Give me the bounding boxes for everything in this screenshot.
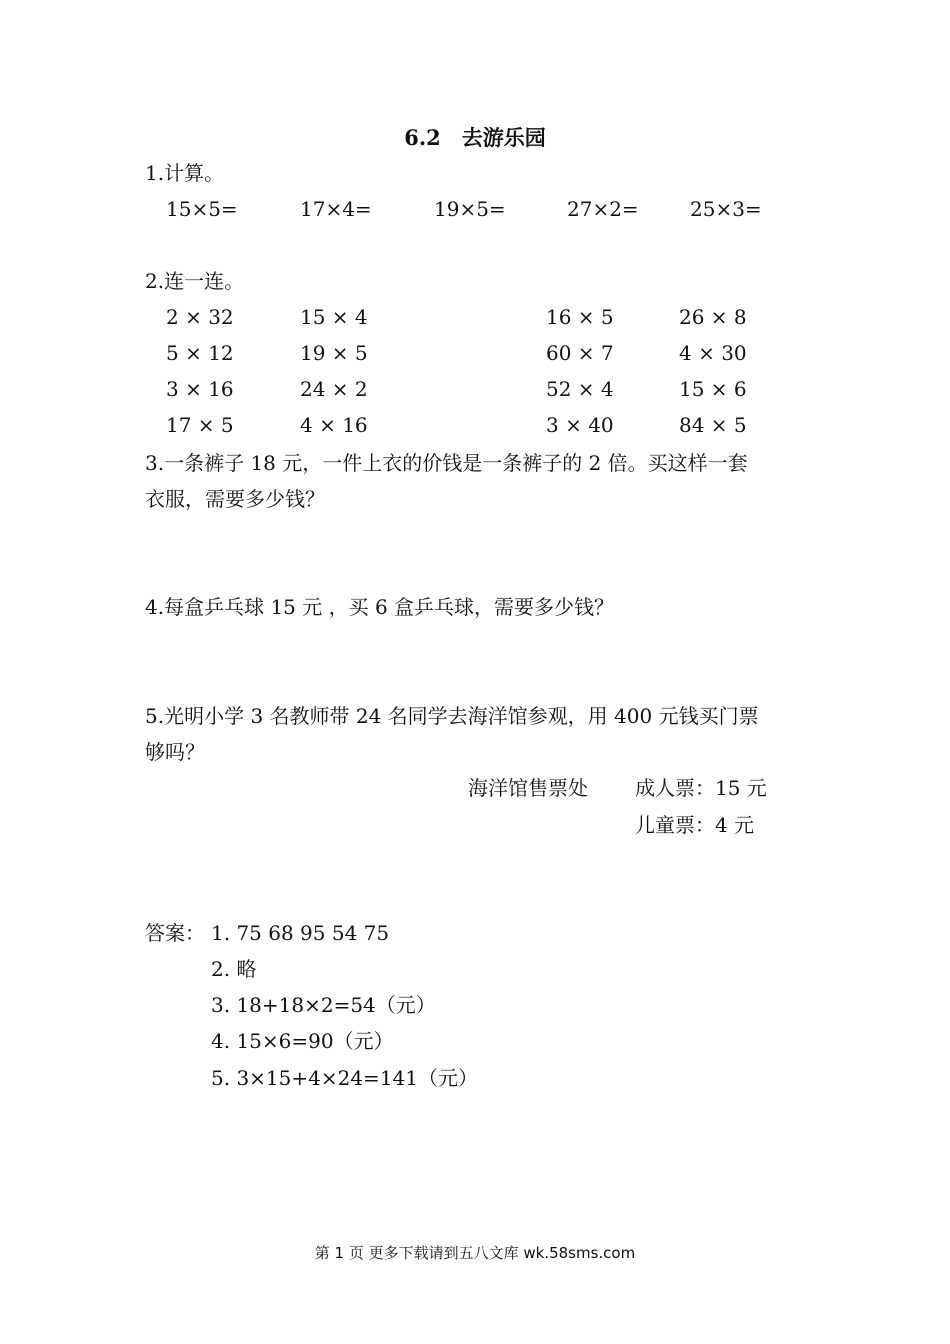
answer-3: 3. 18+18×2=54（元） xyxy=(211,993,436,1017)
q2-expression: 2 × 32 xyxy=(166,305,234,329)
q4-text: 4.每盒乒乓球 15 元 ，买 6 盒乒乓球，需要多少钱？ xyxy=(145,595,615,619)
q3-text-line2: 衣服，需要多少钱？ xyxy=(145,487,325,511)
q2-expression: 3 × 40 xyxy=(546,413,614,437)
q1-item: 15×5= xyxy=(166,197,238,221)
adult-ticket-price: 成人票：15 元 xyxy=(635,776,767,800)
q2-expression: 15 × 6 xyxy=(679,377,747,401)
answer-5: 5. 3×15+4×24=141（元） xyxy=(211,1066,478,1090)
page-footer: 第 1 页 更多下载请到五八文库 wk.58sms.com xyxy=(314,1244,636,1262)
q2-expression: 16 × 5 xyxy=(546,305,614,329)
q2-expression: 52 × 4 xyxy=(546,377,614,401)
q2-expression: 17 × 5 xyxy=(166,413,234,437)
q1-item: 27×2= xyxy=(567,197,639,221)
q2-expression: 15 × 4 xyxy=(300,305,368,329)
q2-label: 2.连一连。 xyxy=(145,269,245,293)
q2-expression: 19 × 5 xyxy=(300,341,368,365)
q1-item: 25×3= xyxy=(690,197,762,221)
answer-1: 1. 75 68 95 54 75 xyxy=(211,921,390,945)
q2-expression: 3 × 16 xyxy=(166,377,234,401)
q3-text-line1: 3.一条裤子 18 元，一件上衣的价钱是一条裤子的 2 倍。买这样一套 xyxy=(145,451,748,475)
q2-expression: 60 × 7 xyxy=(546,341,614,365)
q5-text-line1: 5.光明小学 3 名教师带 24 名同学去海洋馆参观，用 400 元钱买门票 xyxy=(145,704,759,728)
q1-item: 17×4= xyxy=(300,197,372,221)
q2-expression: 4 × 16 xyxy=(300,413,368,437)
page-title: 6.2 去游乐园 xyxy=(404,125,546,150)
answer-2: 2. 略 xyxy=(211,957,257,981)
q2-expression: 26 × 8 xyxy=(679,305,747,329)
answer-4: 4. 15×6=90（元） xyxy=(211,1029,394,1053)
q2-expression: 24 × 2 xyxy=(300,377,368,401)
q1-item: 19×5= xyxy=(434,197,506,221)
q2-expression: 5 × 12 xyxy=(166,341,234,365)
answers-label: 答案： xyxy=(145,921,205,945)
ticket-office-label: 海洋馆售票处 xyxy=(468,776,588,800)
q5-text-line2: 够吗？ xyxy=(145,740,205,764)
q2-expression: 4 × 30 xyxy=(679,341,747,365)
q2-expression: 84 × 5 xyxy=(679,413,747,437)
q1-label: 1.计算。 xyxy=(145,161,225,185)
child-ticket-price: 儿童票：4 元 xyxy=(635,813,755,837)
